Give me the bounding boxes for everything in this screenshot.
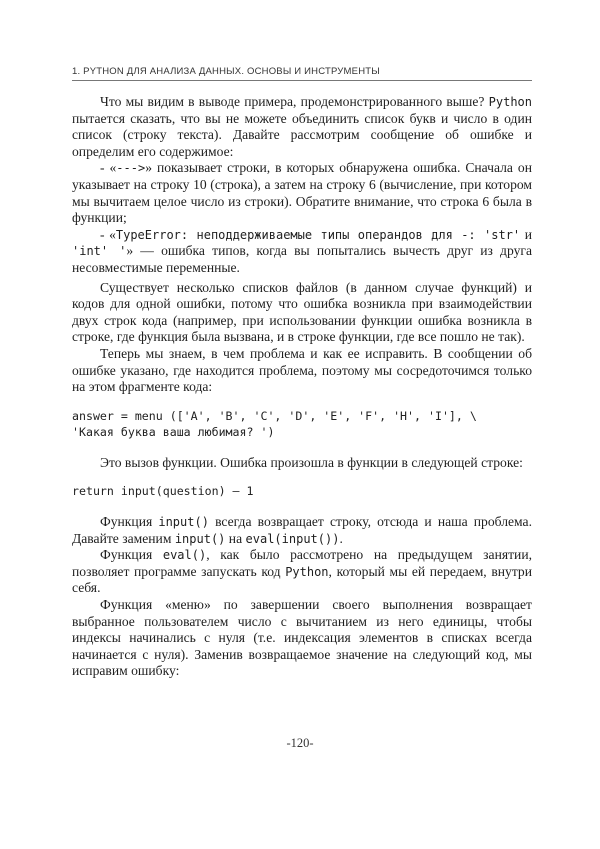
paragraph-2: - «--->» показывает строки, в которых обнаружена ошибка. Сначала он указывает на строку 10 (строка), а затем на строку 6 (вычисление, при котором мы вычитаем целое число из строки). Обратите внимание, что строка 6 была в функции;	[72, 160, 532, 226]
inline-code: 'int' '	[72, 244, 127, 259]
inline-code: --->	[116, 161, 146, 176]
paragraph-9: Функция «меню» по завершении своего выполнения возвращает выбранное пользователем число с вычитанием из него единицы, чтобы индексы начинались с нуля (т.е. индексация элементов в списках всегда начинается с нуля). Заменив возвращаемое значение на следующий код, мы исправим ошибку:	[72, 597, 532, 679]
code-block-return: return input(question) – 1	[72, 484, 254, 499]
inline-code: input()	[174, 531, 226, 546]
paragraph-8: Функция eval(), как было рассмотрено на предыдущем занятии, позволяет программе запускать код Python, который мы ей передаем, внутри себя.	[72, 547, 532, 596]
inline-code: TypeError: неподдерживаемые типы операндов для -: 'str'	[115, 227, 521, 242]
paragraph-1: Что мы видим в выводе примера, продемонстрированного выше? Python пытается сказать, что вы не можете объединить список букв и число в один список (строку текста). Давайте рассмотрим сообщение об ошибке и определим его содержимое:	[72, 94, 532, 159]
paragraph-4: Существует несколько списков файлов (в данном случае функций) и кодов для одной ошибки, потому что ошибка возникла при взаимодействии двух строк кода (например, при использовании функции ошибка возникла в строке, где функция была вызвана, и в строке функции, где все пошло не так).	[72, 279, 532, 345]
code-block-menu-call: answer = menu (['A', 'B', 'C', 'D', 'E', 'F', 'H', 'I'], \ 'Какая буква ваша любимая? ')	[72, 408, 477, 440]
paragraph-5: Теперь мы знаем, в чем проблема и как ее исправить. В сообщении об ошибке указано, где находится проблема, поэтому мы сосредоточимся только на этом фрагменте кода:	[72, 345, 532, 395]
paragraph-3: - «TypeError: неподдерживаемые типы операндов для -: 'str' и 'int' '» — ошибка типов, когда вы попытались вычесть друг из друга несовместимые переменные.	[72, 226, 532, 275]
paragraph-6: Это вызов функции. Ошибка произошла в функции в следующей строке:	[100, 454, 523, 470]
page-number: -120-	[286, 736, 314, 750]
running-header: 1. PYTHON ДЛЯ АНАЛИЗА ДАННЫХ. ОСНОВЫ И ИНСТРУМЕНТЫ	[72, 66, 380, 77]
inline-code: eval()	[162, 548, 207, 563]
paragraph-7: Функция input() всегда возвращает строку, отсюда и наша проблема. Давайте заменим input() на eval(input()).	[72, 514, 532, 546]
inline-code: Python	[285, 564, 329, 579]
inline-code: input()	[158, 515, 209, 530]
inline-code: Python	[488, 95, 532, 109]
inline-code: eval(input())	[245, 531, 340, 546]
body-text	[72, 94, 532, 680]
header-rule	[72, 80, 532, 81]
